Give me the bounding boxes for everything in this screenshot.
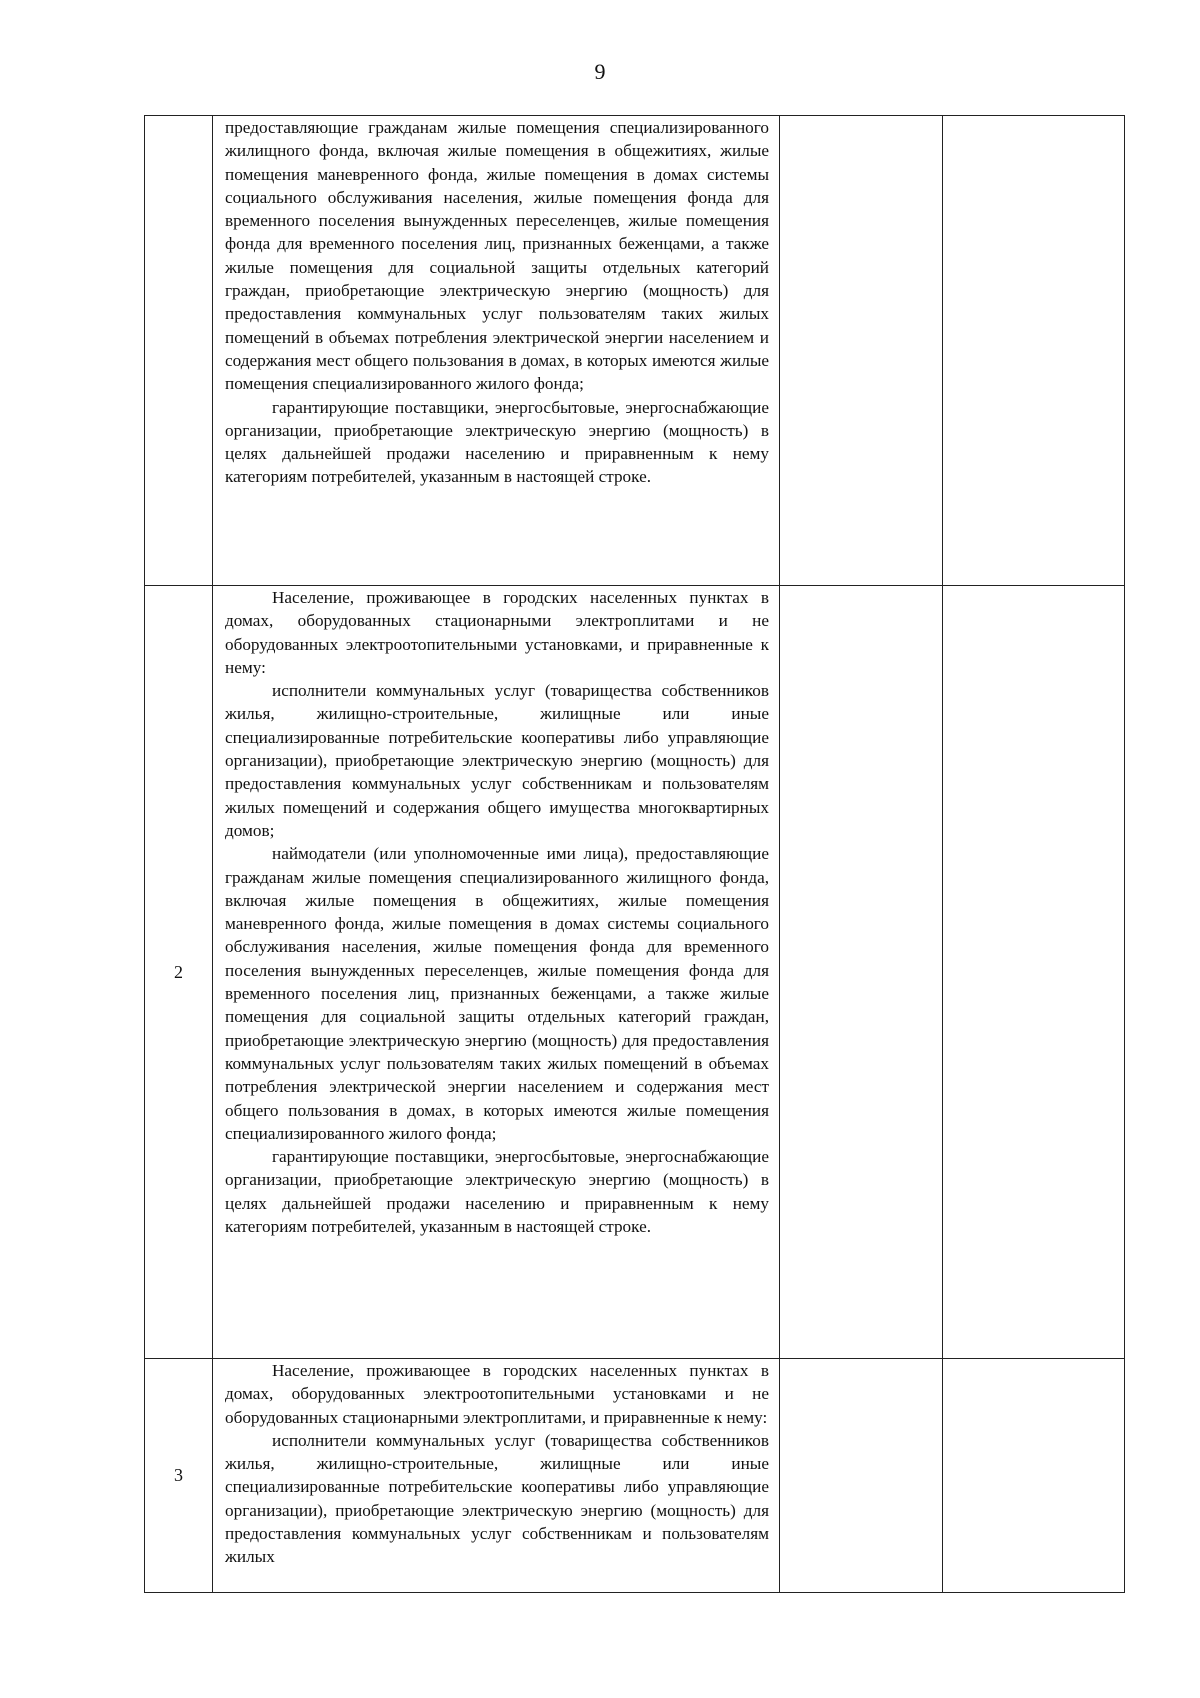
page-number: 9 xyxy=(594,59,606,84)
paragraph: гарантирующие поставщики, энергосбытовые, энергоснабжающие организации, приобретающие электрическую энергию (мощность) в целях дальнейшей продажи населению и приравненным к нему категориям потребителей, указанным в настоящей строке. xyxy=(225,397,769,487)
paragraph: гарантирующие поставщики, энергосбытовые, энергоснабжающие организации, приобретающие электрическую энергию (мощность) в целях дальнейшей продажи населению и приравненным к нему категориям потребителей, указанным в настоящей строке. xyxy=(225,1147,769,1237)
empty-cell xyxy=(780,1359,943,1593)
table-row xyxy=(145,586,1125,1359)
row-number: 3 xyxy=(145,1359,213,1593)
row-description xyxy=(213,116,780,586)
paragraph: исполнители коммунальных услуг (товарищества собственников жилья, жилищно-строительные, жилищные или иные специализированные потребительские кооперативы либо управляющие организации), приобретающие электрическую энергию (мощность) для предоставления коммунальных услуг собственникам и пользователям жилых xyxy=(225,1430,769,1567)
row-description xyxy=(213,1359,780,1593)
paragraph: наймодатели (или уполномоченные ими лица), предоставляющие гражданам жилые помещения специализированного жилищного фонда, включая жилые помещения в общежитиях, жилые помещения маневренного фонда, жилые помещения в домах системы социального обслуживания населения, жилые помещения фонда для временного поселения вынужденных переселенцев, жилые помещения фонда для временного поселения лиц, признанных беженцами, а также жилые помещения для социальной защиты отдельных категорий граждан, приобретающие электрическую энергию (мощность) для предоставления коммунальных услуг пользователям таких жилых помещений в объемах потребления электрической энергии населением и содержания мест общего пользования в домах, в которых имеются жилые помещения специализированного жилого фонда; xyxy=(225,844,769,1143)
empty-cell xyxy=(943,586,1125,1359)
table-row xyxy=(145,1359,1125,1593)
empty-cell xyxy=(780,586,943,1359)
empty-cell xyxy=(780,116,943,586)
row-number: 2 xyxy=(145,586,213,1359)
empty-cell xyxy=(943,1359,1125,1593)
empty-cell xyxy=(943,116,1125,586)
table-row xyxy=(145,116,1125,586)
paragraph: исполнители коммунальных услуг (товарищества собственников жилья, жилищно-строительные, жилищные или иные специализированные потребительские кооперативы либо управляющие организации), приобретающие электрическую энергию (мощность) для предоставления коммунальных услуг собственникам и пользователям жилых помещений и содержания общего имущества многоквартирных домов; xyxy=(225,681,769,840)
paragraph: Население, проживающее в городских населенных пунктах в домах, оборудованных стационарными электроплитами и не оборудованных электроотопительными установками, и приравненные к нему: xyxy=(225,588,769,677)
paragraph: предоставляющие гражданам жилые помещения специализированного жилищного фонда, включая жилые помещения в общежитиях, жилые помещения маневренного фонда, жилые помещения в домах системы социального обслуживания населения, жилые помещения фонда для временного поселения вынужденных переселенцев, жилые помещения фонда для временного поселения лиц, признанных беженцами, а также жилые помещения для социальной защиты отдельных категорий граждан, приобретающие электрическую энергию (мощность) для предоставления коммунальных услуг пользователям таких жилых помещений в объемах потребления электрической энергии населением и содержания мест общего пользования в домах, в которых имеются жилые помещения специализированного жилого фонда; xyxy=(225,118,769,394)
row-number xyxy=(145,116,213,586)
paragraph: Население, проживающее в городских населенных пунктах в домах, оборудованных электроотопительными установками и не оборудованных стационарными электроплитами, и приравненные к нему: xyxy=(225,1361,769,1427)
tariff-table xyxy=(144,115,1125,1593)
row-description xyxy=(213,586,780,1359)
